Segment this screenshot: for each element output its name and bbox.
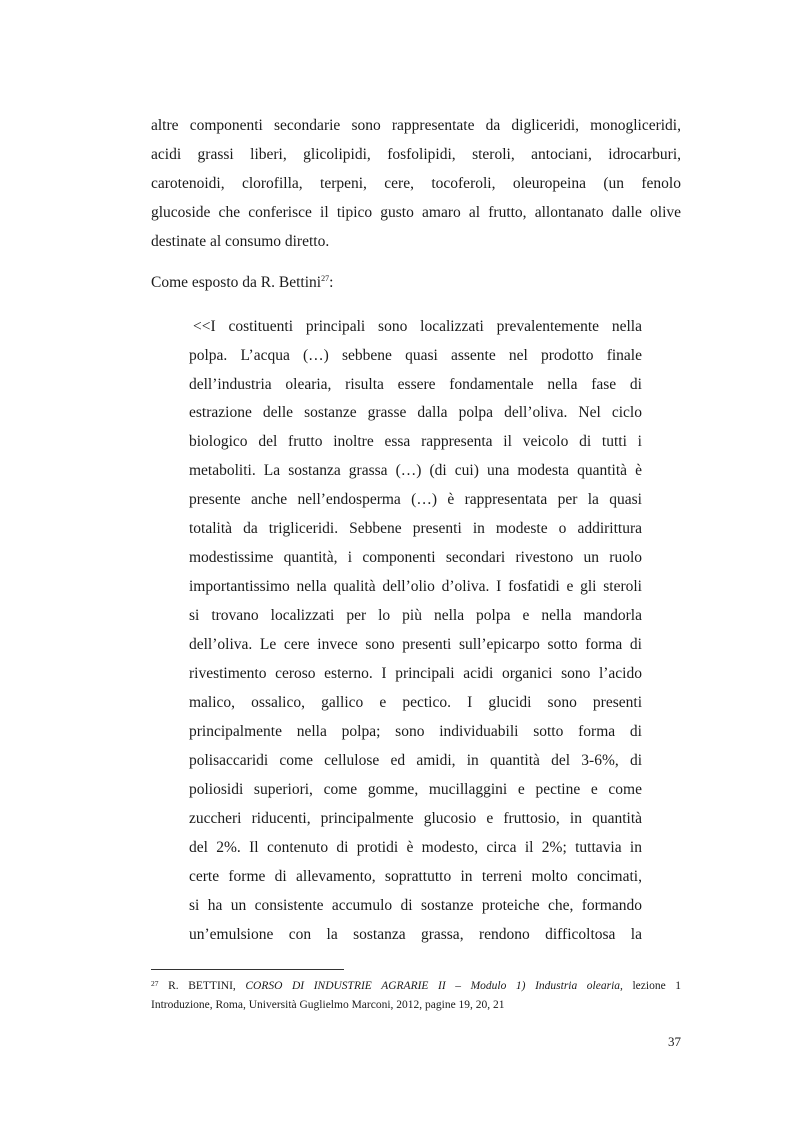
quote-line: zuccheri riducenti, principalmente glucosio e fruttosio, in quantità xyxy=(189,810,642,827)
quote-line: polisaccaridi come cellulose ed amidi, in quantità del 3-6%, di xyxy=(189,752,642,769)
paragraph-line: altre componenti secondarie sono rappresentate da digliceridi, monogliceridi, xyxy=(151,117,681,134)
quote-line: totalità da trigliceridi. Sebbene presenti in modeste o addirittura xyxy=(189,520,642,537)
quote-line: del 2%. Il contenuto di protidi è modesto, circa il 2%; tuttavia in xyxy=(189,839,642,856)
footnote-separator xyxy=(151,969,344,970)
paragraph-line: destinate al consumo diretto. xyxy=(151,233,330,250)
paragraph-line: acidi grassi liberi, glicolipidi, fosfolipidi, steroli, antociani, idrocarburi, xyxy=(151,146,681,163)
quote-line: modestissime quantità, i componenti secondari rivestono un ruolo xyxy=(189,549,642,566)
footnote-number: 27 xyxy=(151,979,159,988)
quote-line: un’emulsione con la sostanza grassa, rendono difficoltosa la xyxy=(189,926,642,943)
quote-line: <<I costituenti principali sono localizzati prevalentemente nella xyxy=(193,318,642,335)
paragraph-line: glucoside che conferisce il tipico gusto amaro al frutto, allontanato dalle olive xyxy=(151,204,681,221)
quote-line: estrazione delle sostanze grasse dalla polpa dell’oliva. Nel ciclo xyxy=(189,404,642,421)
page-number: 37 xyxy=(668,1034,681,1049)
quote-line: polpa. L’acqua (…) sebbene quasi assente nel prodotto finale xyxy=(189,347,642,364)
quote-line: presente anche nell’endosperma (…) è rappresentata per la quasi xyxy=(189,491,642,508)
quote-line: si ha un consistente accumulo di sostanze proteiche che, formando xyxy=(189,897,642,914)
paragraph-line: carotenoidi, clorofilla, terpeni, cere, tocoferoli, oleuropeina (un fenolo xyxy=(151,175,681,192)
footnote-lecture: lezione 1 xyxy=(632,980,682,992)
quote-line: si trovano localizzati per lo più nella polpa e nella mandorla xyxy=(189,607,642,624)
footnote-line-2: Introduzione, Roma, Università Guglielmo Marconi, 2012, pagine 19, 20, 21 xyxy=(151,999,505,1011)
footnote-author: R. BETTINI, xyxy=(168,980,236,992)
quote-intro xyxy=(151,273,681,293)
quote-line: certe forme di allevamento, soprattutto in terreni molto concimati, xyxy=(189,868,642,885)
quote-line: biologico del frutto inoltre essa rappresenta il veicolo di tutti i xyxy=(189,433,642,450)
quote-intro-text: Come esposto da R. Bettini xyxy=(151,274,322,291)
footnote xyxy=(151,978,681,994)
quote-line: dell’oliva. Le cere invece sono presenti sull’epicarpo sotto forma di xyxy=(189,636,642,653)
footnote-title: CORSO DI INDUSTRIE AGRARIE II – Modulo 1) Industria olearia, xyxy=(245,980,623,992)
quote-line: dell’industria olearia, risulta essere fondamentale nella fase di xyxy=(189,376,642,393)
quote-line: malico, ossalico, gallico e pectico. I glucidi sono presenti xyxy=(189,694,642,711)
quote-line: principalmente nella polpa; sono individuabili sotto forma di xyxy=(189,723,642,740)
quote-line: rivestimento ceroso esterno. I principali acidi organici sono l’acido xyxy=(189,665,642,682)
quote-line: metaboliti. La sostanza grassa (…) (di cui) una modesta quantità è xyxy=(189,462,642,479)
footnote-reference[interactable]: 27 xyxy=(321,273,330,283)
quote-intro-suffix: : xyxy=(329,274,334,291)
quote-line: importantissimo nella qualità dell’olio d’oliva. I fosfatidi e gli steroli xyxy=(189,578,642,595)
quote-line: poliosidi superiori, come gomme, mucillaggini e pectine e come xyxy=(189,781,642,798)
